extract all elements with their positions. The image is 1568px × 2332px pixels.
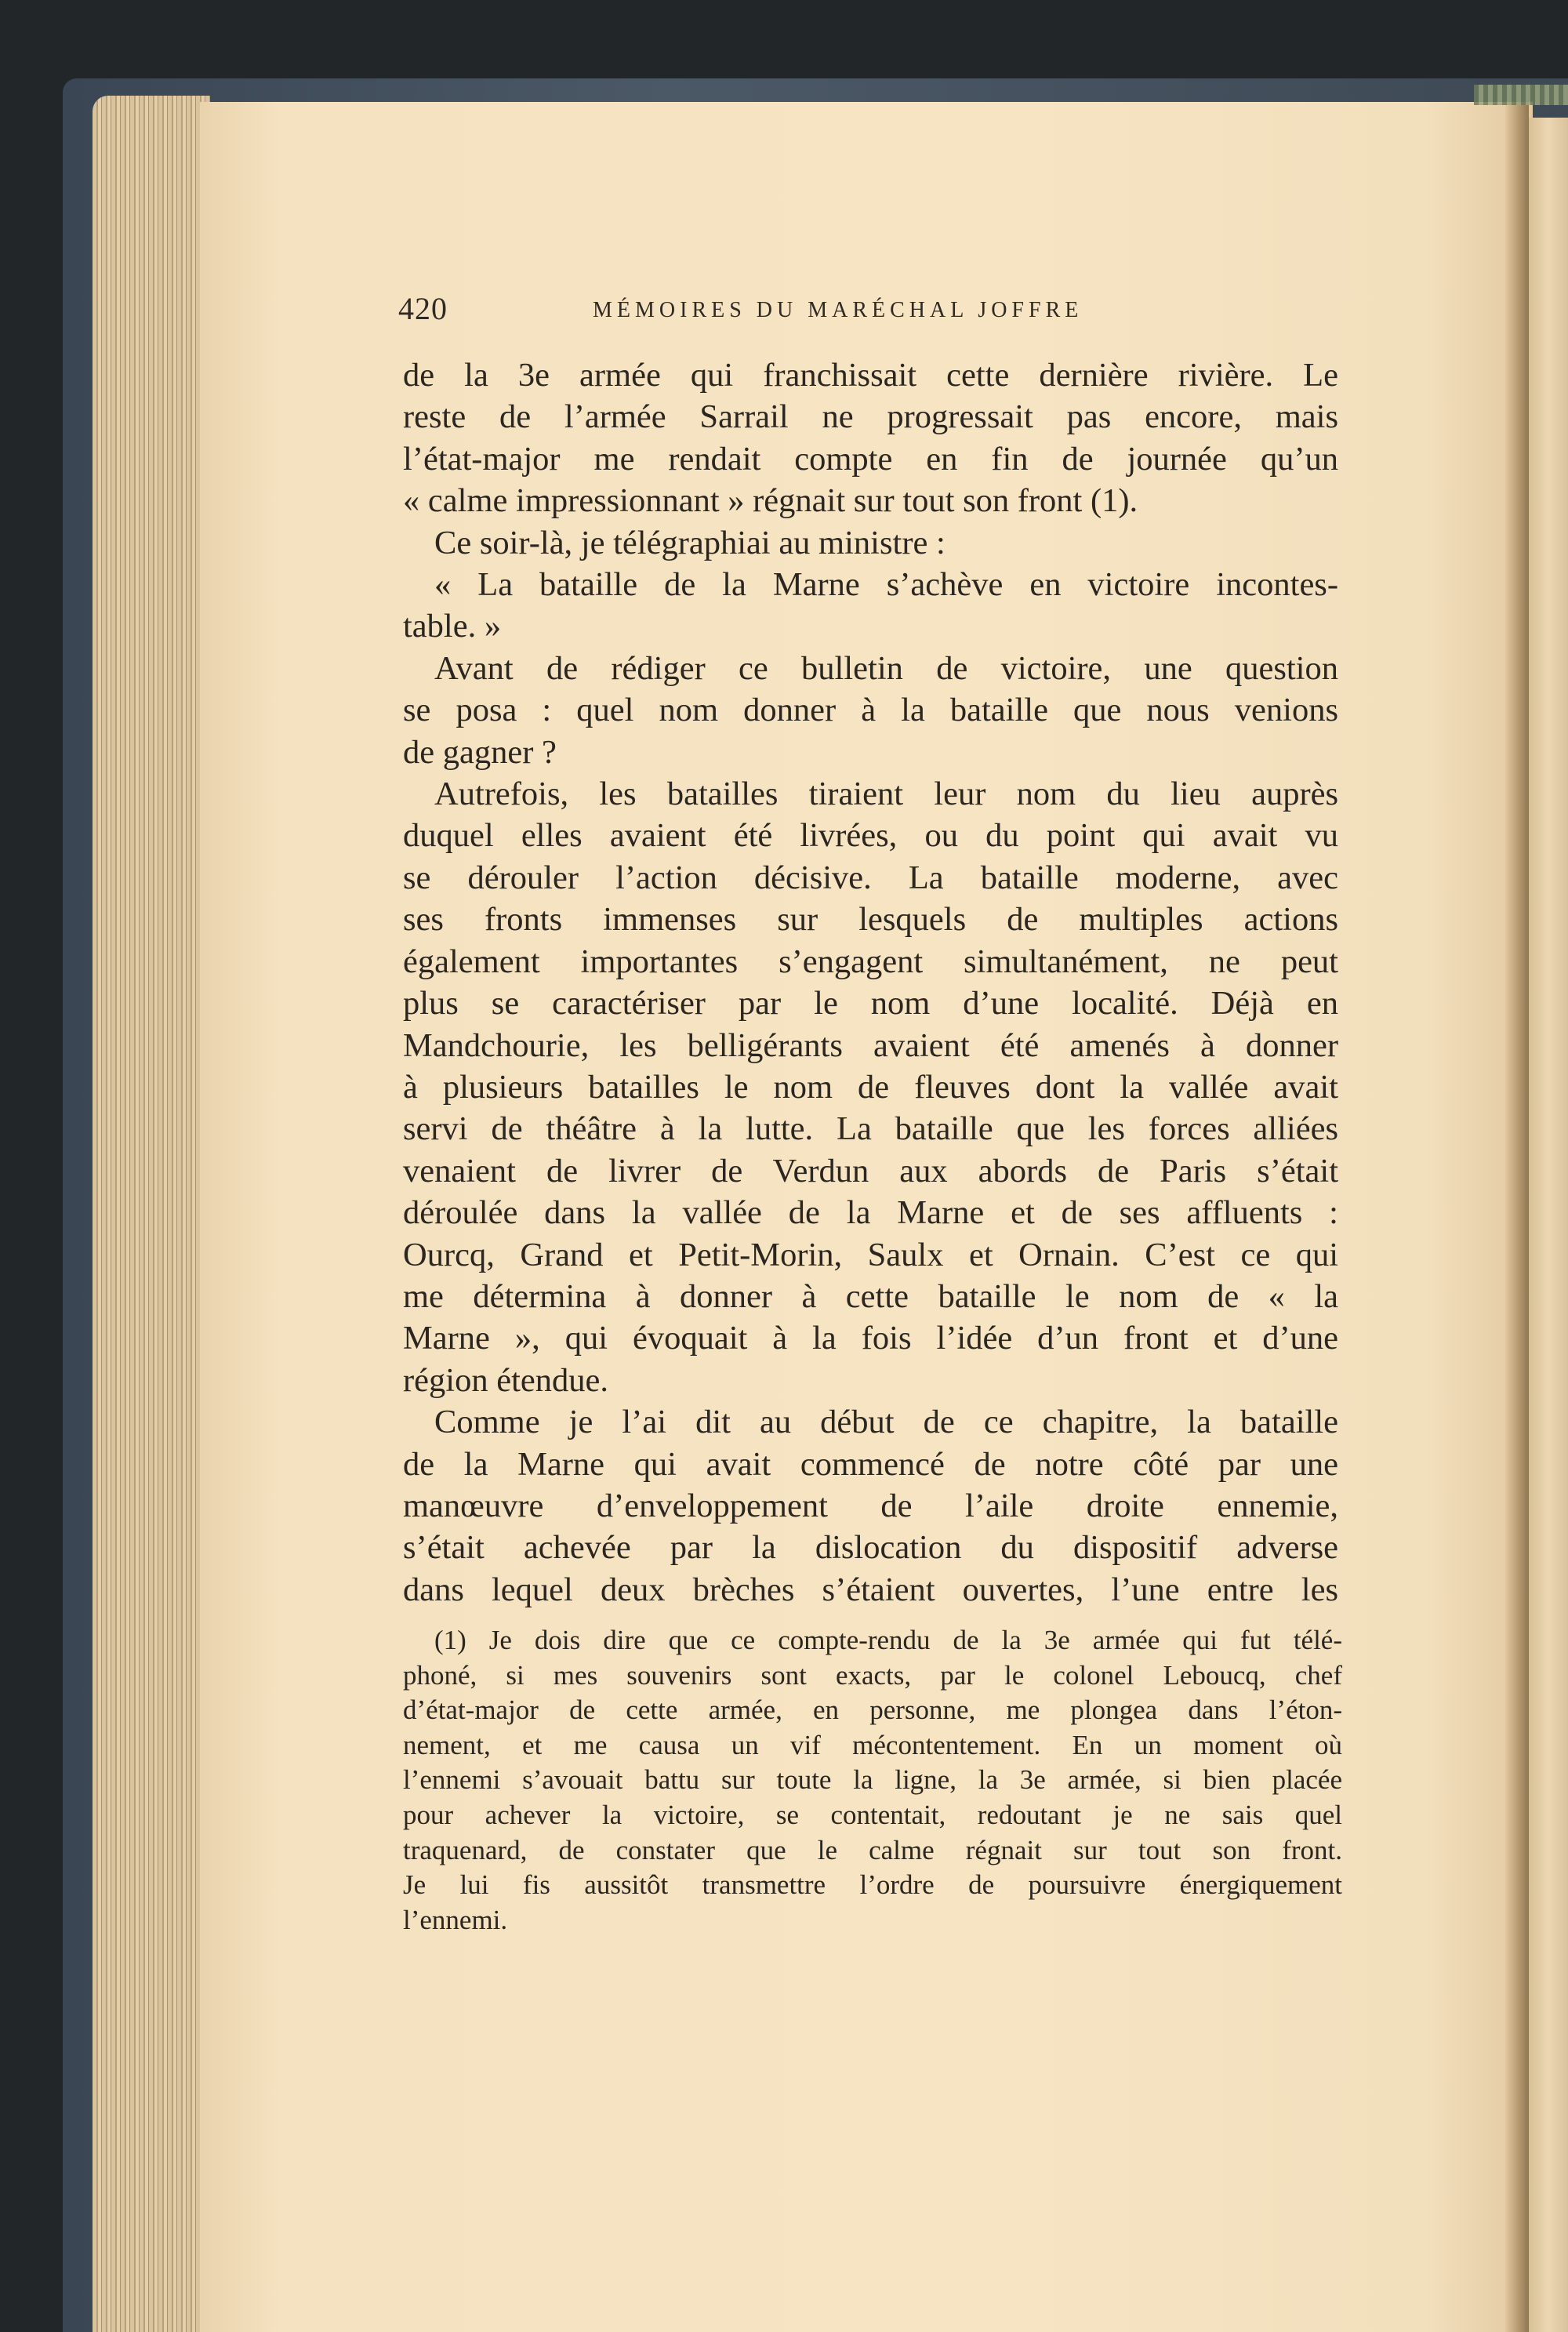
- body-line: servi de théâtre à la lutte. La bataille que les forces alliées: [403, 1110, 1338, 1148]
- footnotes: [403, 1623, 1342, 1938]
- body-line: Marne », qui évoquait à la fois l’idée d’un front et d’une: [403, 1320, 1338, 1357]
- body-line: déroulée dans la vallée de la Marne et de ses affluents :: [403, 1194, 1338, 1232]
- body-text: [403, 354, 1338, 1611]
- body-line: Ce soir-là, je télégraphiai au ministre :: [434, 524, 946, 561]
- body-line: s’était achevée par la dislocation du dispositif adverse: [403, 1529, 1338, 1567]
- running-title: MÉMOIRES DU MARÉCHAL JOFFRE: [593, 298, 1083, 322]
- body-line: à plusieurs batailles le nom de fleuves dont la vallée avait: [403, 1068, 1338, 1106]
- body-line: me détermina à donner à cette bataille le nom de « la: [403, 1277, 1338, 1315]
- page-header: [398, 290, 1339, 337]
- body-line: manœuvre d’enveloppement de l’aile droite ennemie,: [403, 1487, 1338, 1524]
- body-line: Mandchourie, les belligérants avaient été amenés à donner: [403, 1026, 1338, 1064]
- body-line: table. »: [403, 608, 502, 645]
- page-number: 420: [398, 291, 448, 326]
- footnote-line: d’état-major de cette armée, en personne, me plongea dans l’éton-: [403, 1695, 1342, 1726]
- body-line: venaient de livrer de Verdun aux abords de Paris s’était: [403, 1152, 1338, 1190]
- footnote-line: pour achever la victoire, se contentait, redoutant je ne sais quel: [403, 1799, 1342, 1830]
- body-line: dans lequel deux brèches s’étaient ouvertes, l’une entre les: [403, 1571, 1338, 1608]
- footnote-line: Je lui fis aussitôt transmettre l’ordre de poursuivre énergiquement: [403, 1869, 1342, 1901]
- footnote-line: nement, et me causa un vif mécontentement. En un moment où: [403, 1729, 1342, 1760]
- facing-page-edge: [1529, 118, 1568, 2332]
- footnote-line: l’ennemi s’avouait battu sur toute la ligne, la 3e armée, si bien placée: [403, 1764, 1342, 1796]
- body-line: ses fronts immenses sur lesquels de multiples actions: [403, 901, 1338, 939]
- footnote-line: traquenard, de constater que le calme régnait sur tout son front.: [403, 1834, 1342, 1865]
- body-line: Avant de rédiger ce bulletin de victoire, une question: [434, 649, 1338, 687]
- binding-thread: [1474, 85, 1568, 105]
- body-line: Autrefois, les batailles tiraient leur nom du lieu auprès: [434, 776, 1338, 813]
- body-line: se posa : quel nom donner à la bataille que nous venions: [403, 692, 1338, 729]
- book-gutter: [1505, 102, 1529, 2332]
- body-line: de la Marne qui avait commencé de notre côté par une: [403, 1445, 1338, 1483]
- body-line: l’état-major me rendait compte en fin de journée qu’un: [403, 440, 1338, 478]
- page-edges: [93, 96, 210, 2332]
- body-line: Comme je l’ai dit au début de ce chapitre, la bataille: [434, 1404, 1338, 1441]
- body-line: Ourcq, Grand et Petit-Morin, Saulx et Ornain. C’est ce qui: [403, 1236, 1338, 1273]
- body-line: de gagner ?: [403, 733, 557, 771]
- body-line: de la 3e armée qui franchissait cette dernière rivière. Le: [403, 357, 1338, 394]
- body-line: région étendue.: [403, 1361, 608, 1399]
- footnote-line: phoné, si mes souvenirs sont exacts, par le colonel Leboucq, chef: [403, 1659, 1342, 1691]
- body-line: également importantes s’engagent simultanément, ne peut: [403, 943, 1338, 980]
- body-line: reste de l’armée Sarrail ne progressait pas encore, mais: [403, 398, 1338, 436]
- footnote-line: l’ennemi.: [403, 1904, 508, 1935]
- body-line: « calme impressionnant » régnait sur tout son front (1).: [403, 482, 1138, 520]
- body-line: se dérouler l’action décisive. La bataille moderne, avec: [403, 859, 1338, 896]
- body-line: duquel elles avaient été livrées, ou du point qui avait vu: [403, 817, 1338, 855]
- body-line: plus se caractériser par le nom d’une localité. Déjà en: [403, 985, 1338, 1023]
- body-line: « La bataille de la Marne s’achève en victoire incontes-: [434, 566, 1338, 604]
- footnote-line: (1) Je dois dire que ce compte-rendu de la 3e armée qui fut télé-: [434, 1625, 1342, 1655]
